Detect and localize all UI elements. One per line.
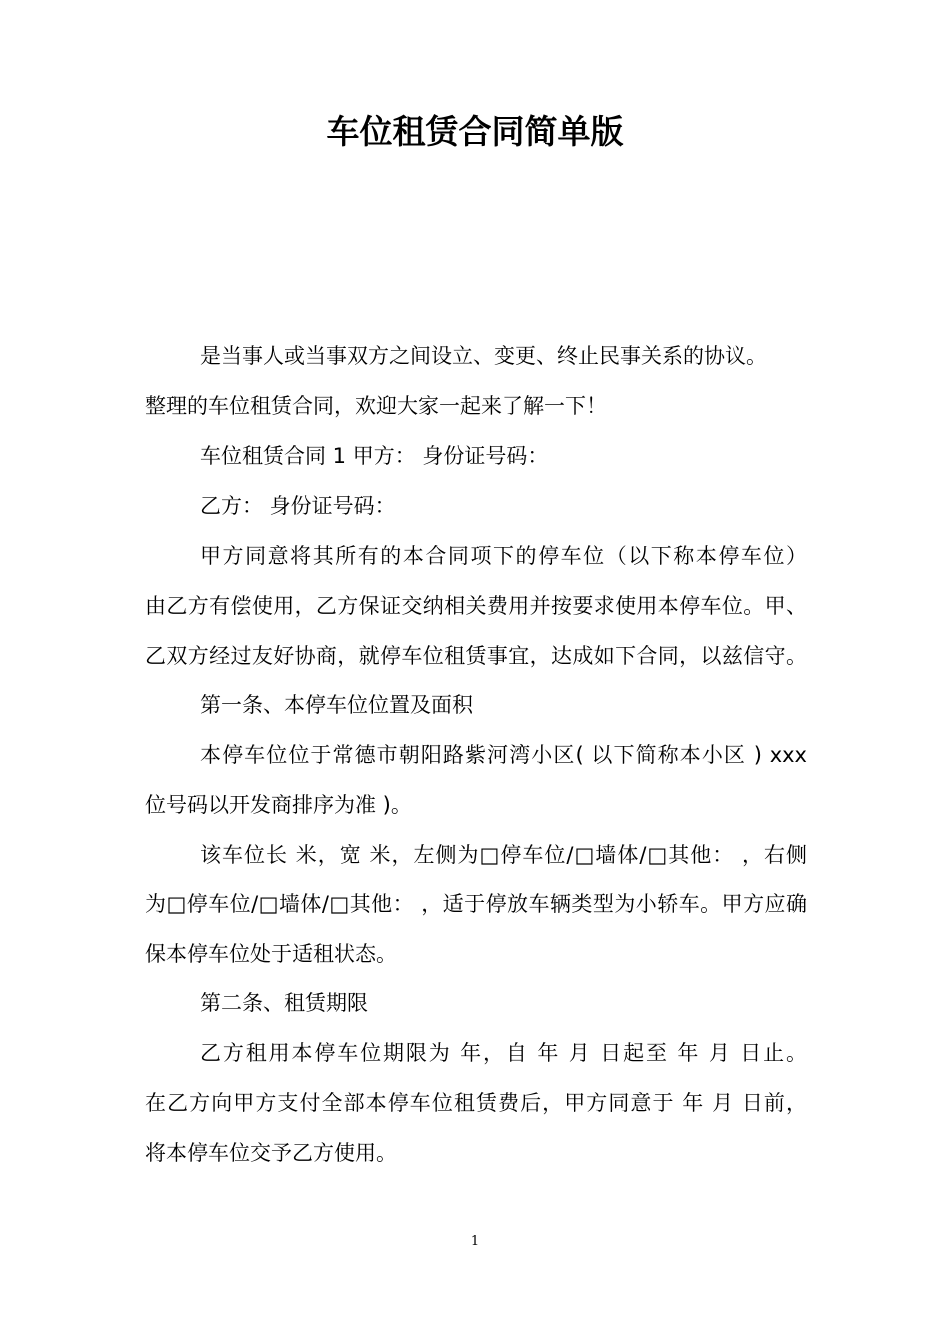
text-line: 本停车位位于常德市朝阳路紫河湾小区( 以下简称本小区 ) xxx [200, 743, 807, 767]
page-number: 1 [470, 1234, 480, 1249]
document-title: 车位租赁合同简单版 [326, 112, 624, 151]
text-line: 将本停车位交予乙方使用。 [145, 1141, 397, 1165]
section-heading: 第一条、本停车位位置及面积 [200, 693, 473, 717]
text-line: 甲方同意将其所有的本合同项下的停车位（以下称本停车位） [200, 544, 807, 568]
text-line: 车位租赁合同 1 甲方： 身份证号码： [200, 444, 549, 468]
text-line: 乙双方经过友好协商，就停车位租赁事宜，达成如下合同，以兹信守。 [145, 644, 807, 668]
text-line: 是当事人或当事双方之间设立、变更、终止民事关系的协议。 [200, 344, 767, 368]
text-line: 整理的车位租赁合同，欢迎大家一起来了解一下！ [145, 394, 607, 418]
text-line: 由乙方有偿使用，乙方保证交纳相关费用并按要求使用本停车位。甲、 [145, 594, 807, 618]
text-line: 乙方： 身份证号码： [200, 494, 396, 518]
text-line: 在乙方向甲方支付全部本停车位租赁费后，甲方同意于 年 月 日前， [145, 1091, 807, 1115]
text-line: 乙方租用本停车位期限为 年，自 年 月 日起至 年 月 日止。 [200, 1041, 807, 1065]
text-line: 为□停车位/□墙体/□其他： ，适于停放车辆类型为小轿车。甲方应确 [145, 892, 807, 916]
section-heading: 第二条、租赁期限 [200, 991, 368, 1015]
text-line: 该车位长 米，宽 米，左侧为□停车位/□墙体/□其他： ，右侧 [200, 843, 807, 867]
text-line: 保本停车位处于适租状态。 [145, 942, 397, 966]
text-line: 位号码以开发商排序为准 )。 [145, 793, 412, 817]
